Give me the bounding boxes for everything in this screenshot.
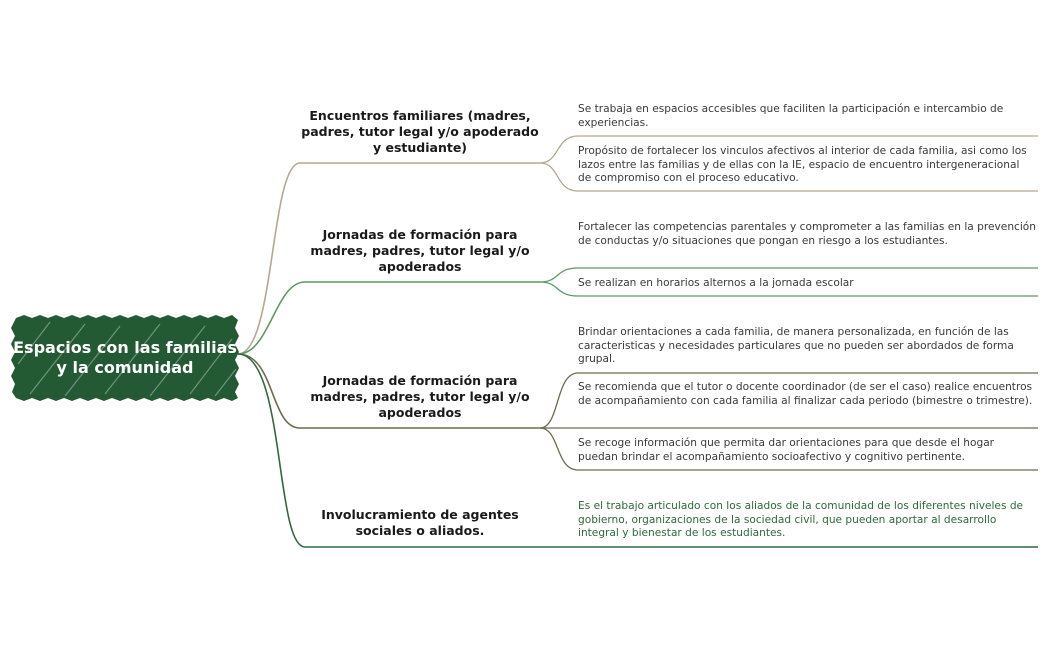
branch-encuentros-familiares[interactable]: Encuentros familiares (madres, padres, tutor legal y/o apoderado y estudiante) <box>301 108 539 155</box>
root-node-label: Espacios con las familias y la comunidad <box>13 338 237 377</box>
leaf-recoge-informacion[interactable]: Se recoge información que permita dar orientaciones para que desde el hogar puedan brindar el acompañamiento socioafectivo y cognitivo pertinente. <box>578 437 995 463</box>
branch-involucramiento-agentes[interactable]: Involucramiento de agentes sociales o aliados. <box>321 507 519 538</box>
branch-jornadas-formacion-2[interactable]: Jornadas de formación para madres, padres, tutor legal y/o apoderados <box>310 373 530 420</box>
branch-jornadas-formacion-1[interactable]: Jornadas de formación para madres, padres, tutor legal y/o apoderados <box>310 227 530 274</box>
leaf-competencias-parentales[interactable]: Fortalecer las competencias parentales y comprometer a las familias en la prevención de conductas y/o situaciones que pongan en riesgo a los estudiantes. <box>578 221 1036 247</box>
leaf-espacios-accesibles[interactable]: Se trabaja en espacios accesibles que faciliten la participación e intercambio de experiencias. <box>578 103 1004 129</box>
leaf-orientaciones-personalizadas[interactable]: Brindar orientaciones a cada familia, de manera personalizada, en función de las caracteristicas y necesidades particulares que no pueden ser abordados de forma grupal. <box>578 326 1014 366</box>
leaf-encuentros-acompanamiento[interactable]: Se recomienda que el tutor o docente coordinador (de ser el caso) realice encuentros de acompañamiento con cada familia al finalizar cada periodo (bimestre o trimestre). <box>578 381 1033 407</box>
leaf-trabajo-articulado[interactable]: Es el trabajo articulado con los aliados de la comunidad de los diferentes niveles de gobierno, organizaciones de la sociedad civil, que pueden aportar al desarrollo integral y bienestar de los estudiantes. <box>578 500 1024 540</box>
leaf-proposito-vinculos[interactable]: Propósito de fortalecer los vinculos afectivos al interior de cada familia, asi como los lazos entre las familias y de ellas con la IE, espacio de encuentro intergeneracional de compromiso con el proceso educativo. <box>578 145 1027 185</box>
root-node[interactable] <box>10 314 240 402</box>
leaf-horarios-alternos[interactable]: Se realizan en horarios alternos a la jornada escolar <box>578 277 854 289</box>
